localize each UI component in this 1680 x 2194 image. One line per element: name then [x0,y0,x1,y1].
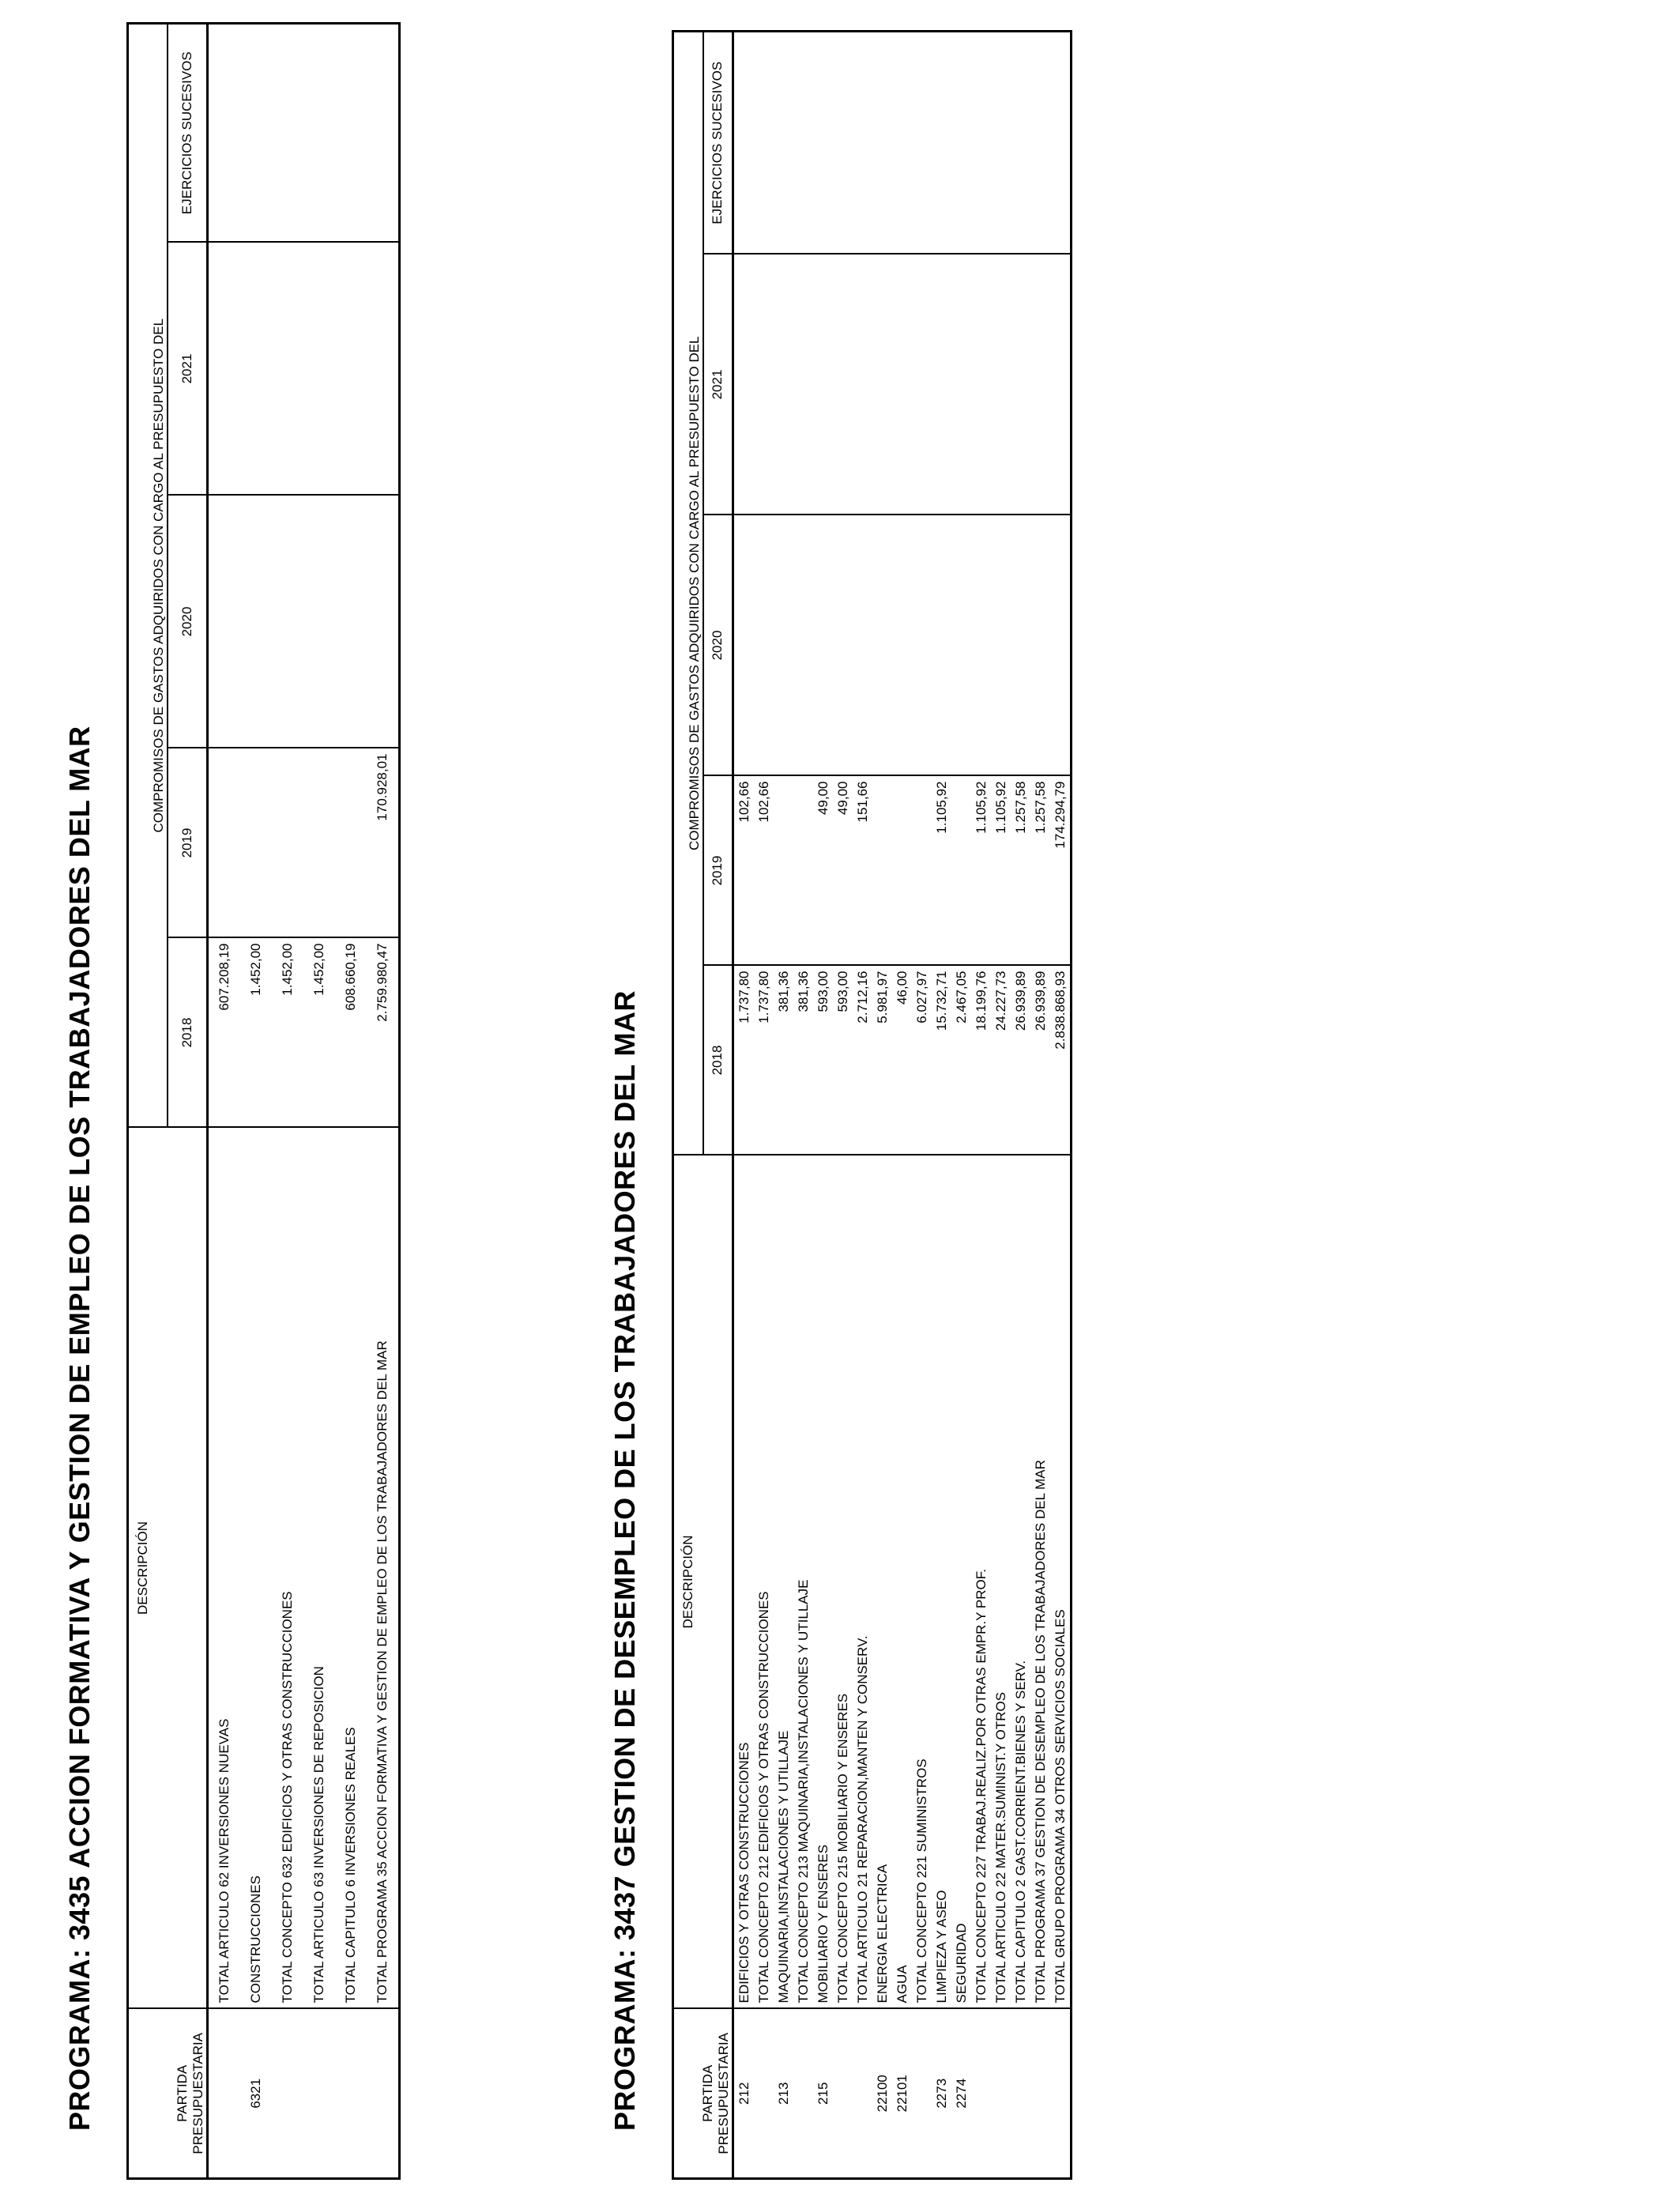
program-3437-table [672,30,1072,2180]
table-row [951,32,971,2179]
amount-sucesivos-cell [932,32,951,254]
header-year-2018: 2018 [168,938,208,1128]
amount-2020-cell [240,496,272,748]
amount-2018-cell: 381,36 [774,966,793,1155]
amount-2020-cell [813,515,833,776]
amount-2020-cell [932,515,951,776]
descripcion-cell: CONSTRUCCIONES [240,1128,272,2009]
amount-2019-cell: 102,66 [754,776,774,966]
amount-2019-cell [272,748,303,938]
amount-2021-cell [367,243,400,496]
amount-2021-cell [853,254,872,515]
descripcion-cell: TOTAL PROGRAMA 37 GESTION DE DESEMPLEO DE LOS TRABAJADORES DEL MAR [1030,1155,1050,2009]
partida-cell: 2273 [932,2009,951,2179]
amount-2021-cell [1011,254,1030,515]
amount-2018-cell: 1.452,00 [240,938,272,1128]
amount-2020-cell [303,496,335,748]
header-partida: PARTIDA PRESUPUESTARIA [128,2009,208,2179]
amount-2019-cell [793,776,813,966]
amount-sucesivos-cell [1011,32,1030,254]
amount-2018-cell: 2.838.868,93 [1050,966,1072,1155]
program-3435-rows [208,24,400,2179]
amount-2021-cell [1050,254,1072,515]
partida-cell [833,2009,853,2179]
amount-sucesivos-cell [208,24,241,243]
program-3437-title: PROGRAMA: 3437 GESTION DE DESEMPLEO DE LOS TRABAJADORES DEL MAR [608,990,641,2131]
header-year-2019: 2019 [703,776,733,966]
amount-2020-cell [991,515,1011,776]
partida-cell [1030,2009,1050,2179]
descripcion-cell: TOTAL CONCEPTO 213 MAQUINARIA,INSTALACIONES Y UTILLAJE [793,1155,813,2009]
amount-2019-cell: 1.105,92 [932,776,951,966]
amount-2021-cell [932,254,951,515]
amount-2019-cell: 1.105,92 [991,776,1011,966]
amount-2019-cell: 1.105,92 [971,776,991,966]
partida-cell [971,2009,991,2179]
table-row [1050,32,1072,2179]
amount-sucesivos-cell [1050,32,1072,254]
table-row [872,32,892,2179]
amount-2019-cell: 102,66 [733,776,755,966]
descripcion-cell: EDIFICIOS Y OTRAS CONSTRUCCIONES [733,1155,755,2009]
program-3435-title: PROGRAMA: 3435 ACCION FORMATIVA Y GESTION DE EMPLEO DE LOS TRABAJADORES DEL MAR [63,726,96,2131]
amount-sucesivos-cell [853,32,872,254]
table-row [833,32,853,2179]
amount-sucesivos-cell [367,24,400,243]
amount-2021-cell [912,254,932,515]
amount-2019-cell [774,776,793,966]
header-ejercicios-sucesivos: EJERCICIOS SUCESIVOS [703,32,733,254]
descripcion-cell: TOTAL PROGRAMA 35 ACCION FORMATIVA Y GESTION DE EMPLEO DE LOS TRABAJADORES DEL MAR [367,1128,400,2009]
amount-sucesivos-cell [793,32,813,254]
amount-2021-cell [833,254,853,515]
table-row [754,32,774,2179]
amount-2020-cell [1050,515,1072,776]
header-year-2018: 2018 [703,966,733,1155]
amount-2019-cell [912,776,932,966]
amount-2021-cell [240,243,272,496]
header-ejercicios-sucesivos: EJERCICIOS SUCESIVOS [168,24,208,243]
amount-2021-cell [1030,254,1050,515]
table-row [208,24,241,2179]
descripcion-cell: TOTAL CONCEPTO 212 EDIFICIOS Y OTRAS CONSTRUCCIONES [754,1155,774,2009]
partida-cell [335,2009,367,2179]
partida-cell [1011,2009,1030,2179]
amount-2018-cell: 24.227,73 [991,966,1011,1155]
program-3435-table [126,22,401,2180]
header-compromisos: COMPROMISOS DE GASTOS ADQUIRIDOS CON CARGO AL PRESUPUESTO DEL [128,24,168,1128]
amount-2018-cell: 593,00 [813,966,833,1155]
amount-2018-cell: 26.939,89 [1011,966,1030,1155]
table-row [971,32,991,2179]
partida-cell [367,2009,400,2179]
descripcion-cell: ENERGIA ELECTRICA [872,1155,892,2009]
partida-cell [853,2009,872,2179]
amount-2018-cell: 2.759.980,47 [367,938,400,1128]
partida-cell [912,2009,932,2179]
program-3437-rows [733,32,1072,2179]
amount-2018-cell: 1.737,80 [754,966,774,1155]
amount-2020-cell [208,496,241,748]
amount-2018-cell: 2.712,16 [853,966,872,1155]
amount-2019-cell: 151,66 [853,776,872,966]
amount-2019-cell: 174.294,79 [1050,776,1072,966]
amount-2020-cell [1030,515,1050,776]
amount-2018-cell: 15.732,71 [932,966,951,1155]
amount-2020-cell [733,515,755,776]
amount-sucesivos-cell [754,32,774,254]
amount-2020-cell [951,515,971,776]
amount-2019-cell [208,748,241,938]
header-year-2021: 2021 [168,243,208,496]
table-row [272,24,303,2179]
amount-2021-cell [991,254,1011,515]
amount-2020-cell [872,515,892,776]
descripcion-cell: TOTAL CONCEPTO 227 TRABAJ.REALIZ.POR OTRAS EMPR.Y PROF. [971,1155,991,2009]
amount-2020-cell [793,515,813,776]
table-row [1011,32,1030,2179]
amount-sucesivos-cell [733,32,755,254]
table-row [912,32,932,2179]
table-row [774,32,793,2179]
amount-2018-cell: 593,00 [833,966,853,1155]
amount-sucesivos-cell [971,32,991,254]
amount-sucesivos-cell [813,32,833,254]
partida-cell: 215 [813,2009,833,2179]
amount-2019-cell: 49,00 [833,776,853,966]
amount-2019-cell: 1.257,58 [1011,776,1030,966]
amount-2018-cell: 46,00 [892,966,912,1155]
amount-2019-cell: 49,00 [813,776,833,966]
table-row [240,24,272,2179]
partida-cell [793,2009,813,2179]
table-row [932,32,951,2179]
amount-2021-cell [208,243,241,496]
amount-2021-cell [272,243,303,496]
amount-2018-cell: 5.981,97 [872,966,892,1155]
amount-2020-cell [774,515,793,776]
amount-2020-cell [853,515,872,776]
partida-cell [208,2009,241,2179]
descripcion-cell: TOTAL CONCEPTO 221 SUMINISTROS [912,1155,932,2009]
partida-cell: 2274 [951,2009,971,2179]
amount-2020-cell [367,496,400,748]
descripcion-cell: AGUA [892,1155,912,2009]
descripcion-cell: SEGURIDAD [951,1155,971,2009]
header-partida: PARTIDA PRESUPUESTARIA [673,2009,733,2179]
partida-cell: 22101 [892,2009,912,2179]
table-row [1030,32,1050,2179]
descripcion-cell: TOTAL CONCEPTO 215 MOBILIARIO Y ENSERES [833,1155,853,2009]
descripcion-cell: TOTAL ARTICULO 22 MATER.SUMINIST.Y OTROS [991,1155,1011,2009]
amount-2021-cell [793,254,813,515]
amount-2018-cell: 1.452,00 [272,938,303,1128]
header-year-2021: 2021 [703,254,733,515]
amount-2021-cell [951,254,971,515]
table-row [853,32,872,2179]
descripcion-cell: TOTAL CAPITULO 2 GAST.CORRIENT.BIENES Y SERV. [1011,1155,1030,2009]
amount-2018-cell: 18.199,76 [971,966,991,1155]
partida-cell: 6321 [240,2009,272,2179]
partida-cell: 212 [733,2009,755,2179]
amount-2018-cell: 607.208,19 [208,938,241,1128]
partida-cell [754,2009,774,2179]
header-year-2020: 2020 [703,515,733,776]
amount-sucesivos-cell [335,24,367,243]
amount-sucesivos-cell [272,24,303,243]
amount-2018-cell: 6.027,97 [912,966,932,1155]
header-compromisos: COMPROMISOS DE GASTOS ADQUIRIDOS CON CARGO AL PRESUPUESTO DEL [673,32,703,1155]
descripcion-cell: TOTAL ARTICULO 21 REPARACION,MANTEN Y CONSERV. [853,1155,872,2009]
amount-2021-cell [892,254,912,515]
amount-2018-cell: 381,36 [793,966,813,1155]
amount-sucesivos-cell [912,32,932,254]
amount-sucesivos-cell [774,32,793,254]
amount-sucesivos-cell [892,32,912,254]
amount-2019-cell [335,748,367,938]
table-row [367,24,400,2179]
amount-2018-cell: 608.660,19 [335,938,367,1128]
partida-cell: 22100 [872,2009,892,2179]
descripcion-cell: TOTAL GRUPO PROGRAMA 34 OTROS SERVICIOS SOCIALES [1050,1155,1072,2009]
amount-2020-cell [971,515,991,776]
amount-2021-cell [754,254,774,515]
amount-sucesivos-cell [951,32,971,254]
partida-cell [1050,2009,1072,2179]
partida-cell: 213 [774,2009,793,2179]
amount-2020-cell [335,496,367,748]
amount-2021-cell [813,254,833,515]
amount-sucesivos-cell [303,24,335,243]
amount-2019-cell [872,776,892,966]
amount-sucesivos-cell [833,32,853,254]
amount-2020-cell [833,515,853,776]
amount-2019-cell: 170.928,01 [367,748,400,938]
amount-sucesivos-cell [1030,32,1050,254]
amount-2019-cell: 1.257,58 [1030,776,1050,966]
amount-2018-cell: 1.452,00 [303,938,335,1128]
header-descripcion: DESCRIPCIÓN [673,1155,733,2009]
partida-cell [303,2009,335,2179]
descripcion-cell: TOTAL CAPITULO 6 INVERSIONES REALES [335,1128,367,2009]
table-row [813,32,833,2179]
amount-2019-cell [303,748,335,938]
partida-cell [272,2009,303,2179]
descripcion-cell: LIMPIEZA Y ASEO [932,1155,951,2009]
table-row [892,32,912,2179]
amount-2021-cell [733,254,755,515]
amount-2018-cell: 26.939,89 [1030,966,1050,1155]
table-row [991,32,1011,2179]
table-row [793,32,813,2179]
amount-2018-cell: 2.467,05 [951,966,971,1155]
amount-2021-cell [971,254,991,515]
amount-2019-cell [951,776,971,966]
header-descripcion: DESCRIPCIÓN [128,1128,208,2009]
table-row [335,24,367,2179]
amount-2019-cell [240,748,272,938]
descripcion-cell: TOTAL CONCEPTO 632 EDIFICIOS Y OTRAS CONSTRUCCIONES [272,1128,303,2009]
amount-sucesivos-cell [991,32,1011,254]
amount-2020-cell [912,515,932,776]
amount-2021-cell [335,243,367,496]
descripcion-cell: TOTAL ARTICULO 62 INVERSIONES NUEVAS [208,1128,241,2009]
table-row [303,24,335,2179]
header-year-2020: 2020 [168,496,208,748]
descripcion-cell: MOBILIARIO Y ENSERES [813,1155,833,2009]
descripcion-cell: TOTAL ARTICULO 63 INVERSIONES DE REPOSICION [303,1128,335,2009]
amount-2020-cell [892,515,912,776]
amount-2021-cell [303,243,335,496]
amount-sucesivos-cell [872,32,892,254]
header-year-2019: 2019 [168,748,208,938]
amount-2020-cell [754,515,774,776]
amount-2019-cell [892,776,912,966]
amount-2020-cell [1011,515,1030,776]
table-row [733,32,755,2179]
partida-cell [991,2009,1011,2179]
amount-2021-cell [774,254,793,515]
amount-2018-cell: 1.737,80 [733,966,755,1155]
descripcion-cell: MAQUINARIA,INSTALACIONES Y UTILLAJE [774,1155,793,2009]
amount-2020-cell [272,496,303,748]
amount-2021-cell [872,254,892,515]
amount-sucesivos-cell [240,24,272,243]
